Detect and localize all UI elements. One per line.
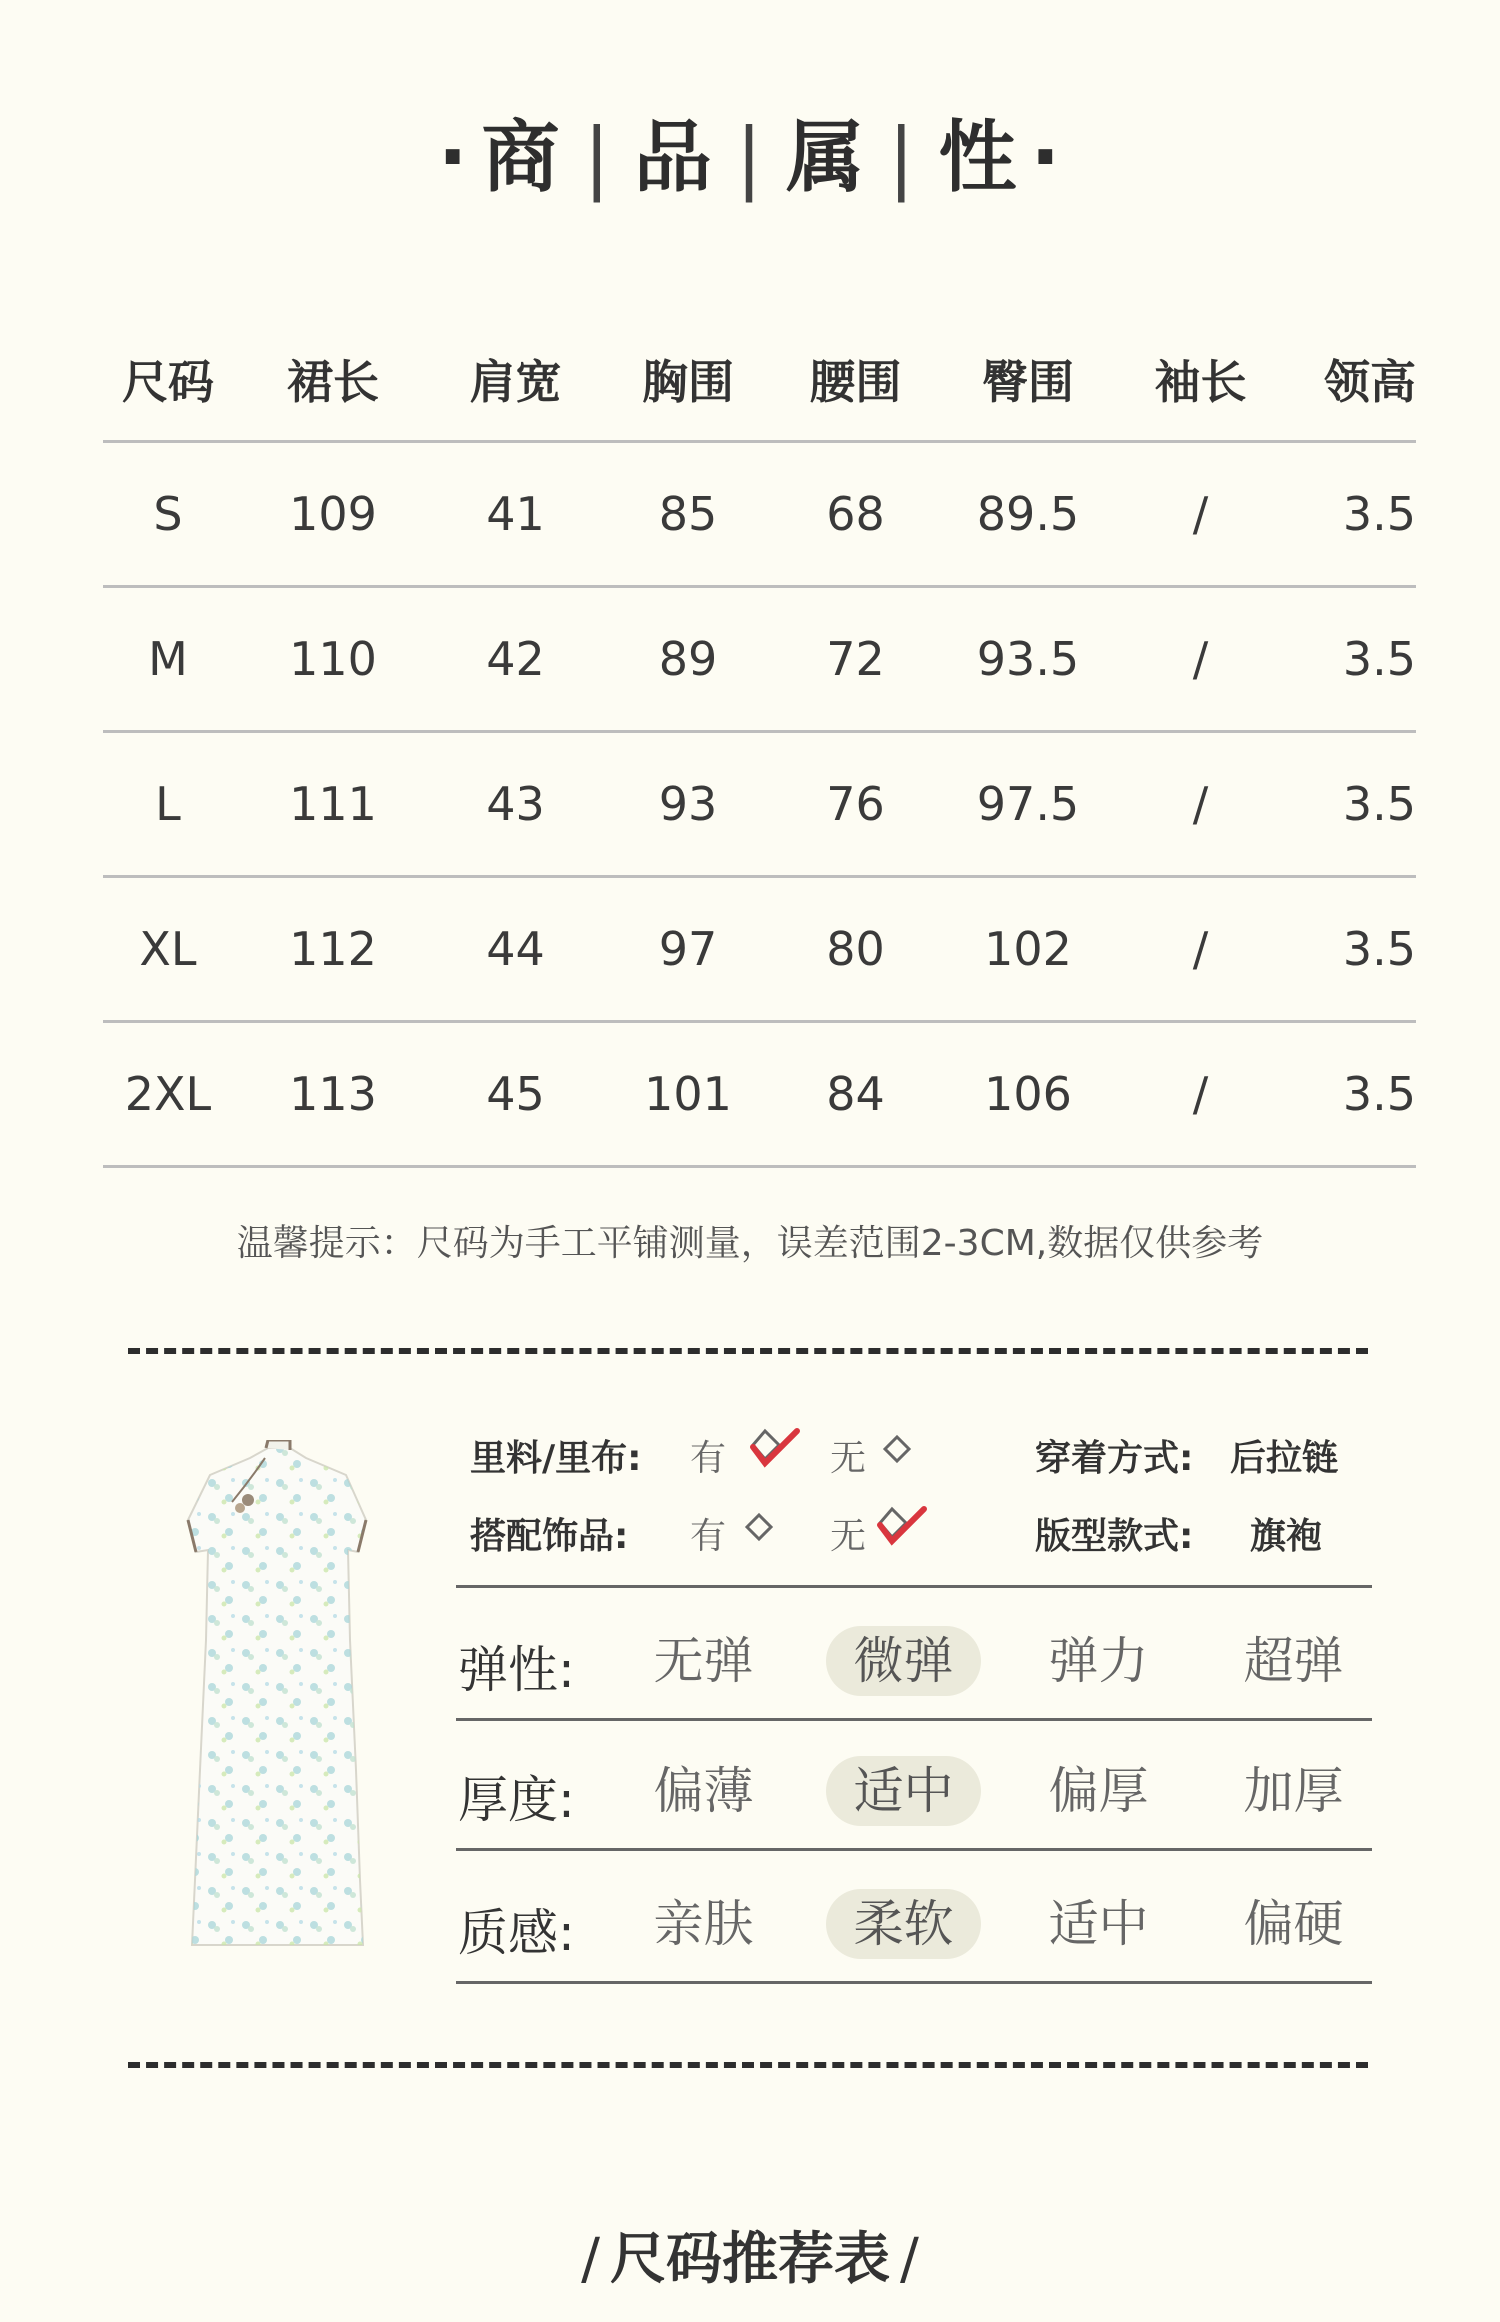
header-cell: 袖长 — [1154, 355, 1247, 409]
elasticity-row — [456, 1585, 1372, 1721]
table-cell: 84 — [826, 1067, 885, 1121]
table-cell: 113 — [289, 1067, 377, 1121]
table-cell: 85 — [658, 487, 718, 541]
lining-no-label: 无 — [830, 1438, 867, 1479]
table-cell: L — [155, 777, 181, 831]
table-cell: / — [1192, 777, 1209, 831]
header-cell: 领高 — [1324, 355, 1416, 409]
table-cell: 102 — [984, 922, 1072, 976]
page-title: · 商 | 品 | 属 | 性 · — [437, 113, 1063, 203]
style-value: 旗袍 — [1250, 1516, 1323, 1557]
table-row — [103, 733, 1416, 878]
table-cell: 3.5 — [1342, 1067, 1416, 1121]
title-char: 属 — [786, 113, 867, 203]
table-row — [103, 443, 1416, 588]
header-cell: 胸围 — [642, 355, 734, 409]
table-cell: 101 — [644, 1067, 732, 1121]
table-cell: 93.5 — [976, 632, 1080, 686]
header-cell: 臀围 — [982, 355, 1074, 409]
thickness-row — [456, 1718, 1372, 1851]
lining-yes-label: 有 — [690, 1438, 727, 1479]
table-cell: / — [1192, 922, 1209, 976]
table-cell: 106 — [984, 1067, 1072, 1121]
elasticity-option: 弹力 — [1048, 1632, 1149, 1690]
thickness-option: 加厚 — [1243, 1762, 1344, 1820]
size-table — [103, 330, 1416, 1168]
check-icon — [872, 1503, 932, 1558]
table-row — [103, 878, 1416, 1023]
dashed-divider — [128, 2062, 1368, 2068]
accessory-yes-label: 有 — [690, 1516, 727, 1557]
header-cell: 尺码 — [122, 355, 214, 409]
table-cell: 72 — [826, 632, 885, 686]
texture-option: 偏硬 — [1243, 1895, 1344, 1953]
wear-method-label: 穿着方式: — [1035, 1438, 1194, 1479]
dashed-divider — [128, 1348, 1368, 1354]
lining-label: 里料/里布: — [470, 1438, 642, 1479]
table-row — [103, 588, 1416, 733]
table-cell: 89 — [658, 632, 718, 686]
table-cell: 3.5 — [1342, 777, 1416, 831]
header-cell: 裙长 — [287, 355, 379, 409]
check-icon — [745, 1425, 805, 1480]
table-cell: 111 — [289, 777, 377, 831]
table-cell: / — [1192, 632, 1209, 686]
empty-diamond-icon — [742, 1510, 776, 1544]
table-cell: 80 — [826, 922, 885, 976]
table-cell: 41 — [486, 487, 545, 541]
table-cell: 109 — [289, 487, 377, 541]
table-cell: 97 — [658, 922, 718, 976]
table-cell: 112 — [289, 922, 377, 976]
table-cell: 43 — [486, 777, 545, 831]
table-row — [103, 1023, 1416, 1168]
texture-option: 适中 — [1048, 1895, 1149, 1953]
texture-row — [456, 1851, 1372, 1984]
thickness-label: 厚度: — [458, 1771, 575, 1829]
table-cell: 68 — [826, 487, 885, 541]
table-cell: XL — [139, 922, 197, 976]
table-cell: 3.5 — [1342, 922, 1416, 976]
table-cell: 45 — [486, 1067, 545, 1121]
table-cell: 76 — [826, 777, 885, 831]
empty-diamond-icon — [880, 1432, 914, 1466]
table-cell: 3.5 — [1342, 632, 1416, 686]
table-cell: 89.5 — [976, 487, 1080, 541]
thickness-option: 偏厚 — [1048, 1762, 1149, 1820]
table-cell: 2XL — [124, 1067, 212, 1121]
elasticity-option: 无弹 — [653, 1632, 754, 1690]
thickness-option-selected: 适中 — [826, 1756, 981, 1826]
wear-method-value: 后拉链 — [1230, 1438, 1339, 1479]
accessory-label: 搭配饰品: — [470, 1516, 629, 1557]
dress-image — [170, 1440, 385, 1970]
texture-label: 质感: — [458, 1904, 575, 1962]
table-cell: 110 — [289, 632, 377, 686]
size-recommendation-title: / 尺码推荐表 / — [581, 2227, 919, 2292]
table-cell: 42 — [486, 632, 545, 686]
table-cell: / — [1192, 487, 1209, 541]
table-cell: 97.5 — [976, 777, 1080, 831]
measurement-tip: 温馨提示：尺码为手工平铺测量，误差范围2-3CM,数据仅供参考 — [236, 1223, 1264, 1264]
elasticity-label: 弹性: — [458, 1641, 575, 1699]
elasticity-option: 超弹 — [1243, 1632, 1344, 1690]
header-cell: 腰围 — [809, 355, 902, 409]
table-cell: 3.5 — [1342, 487, 1416, 541]
table-cell: M — [148, 632, 188, 686]
thickness-option: 偏薄 — [653, 1762, 754, 1820]
table-cell: 44 — [486, 922, 545, 976]
title-char: 品 — [633, 113, 714, 203]
title-char: 性 — [938, 113, 1019, 203]
accessory-no-label: 无 — [830, 1516, 867, 1557]
table-cell: S — [153, 487, 183, 541]
table-cell: 93 — [658, 777, 718, 831]
table-cell: / — [1192, 1067, 1209, 1121]
texture-option-selected: 柔软 — [826, 1889, 981, 1959]
header-cell: 肩宽 — [469, 355, 562, 409]
texture-option: 亲肤 — [653, 1895, 754, 1953]
size-table-header — [103, 330, 1416, 443]
title-char: 商 — [481, 113, 562, 203]
elasticity-option-selected: 微弹 — [826, 1626, 981, 1696]
style-label: 版型款式: — [1035, 1516, 1194, 1557]
